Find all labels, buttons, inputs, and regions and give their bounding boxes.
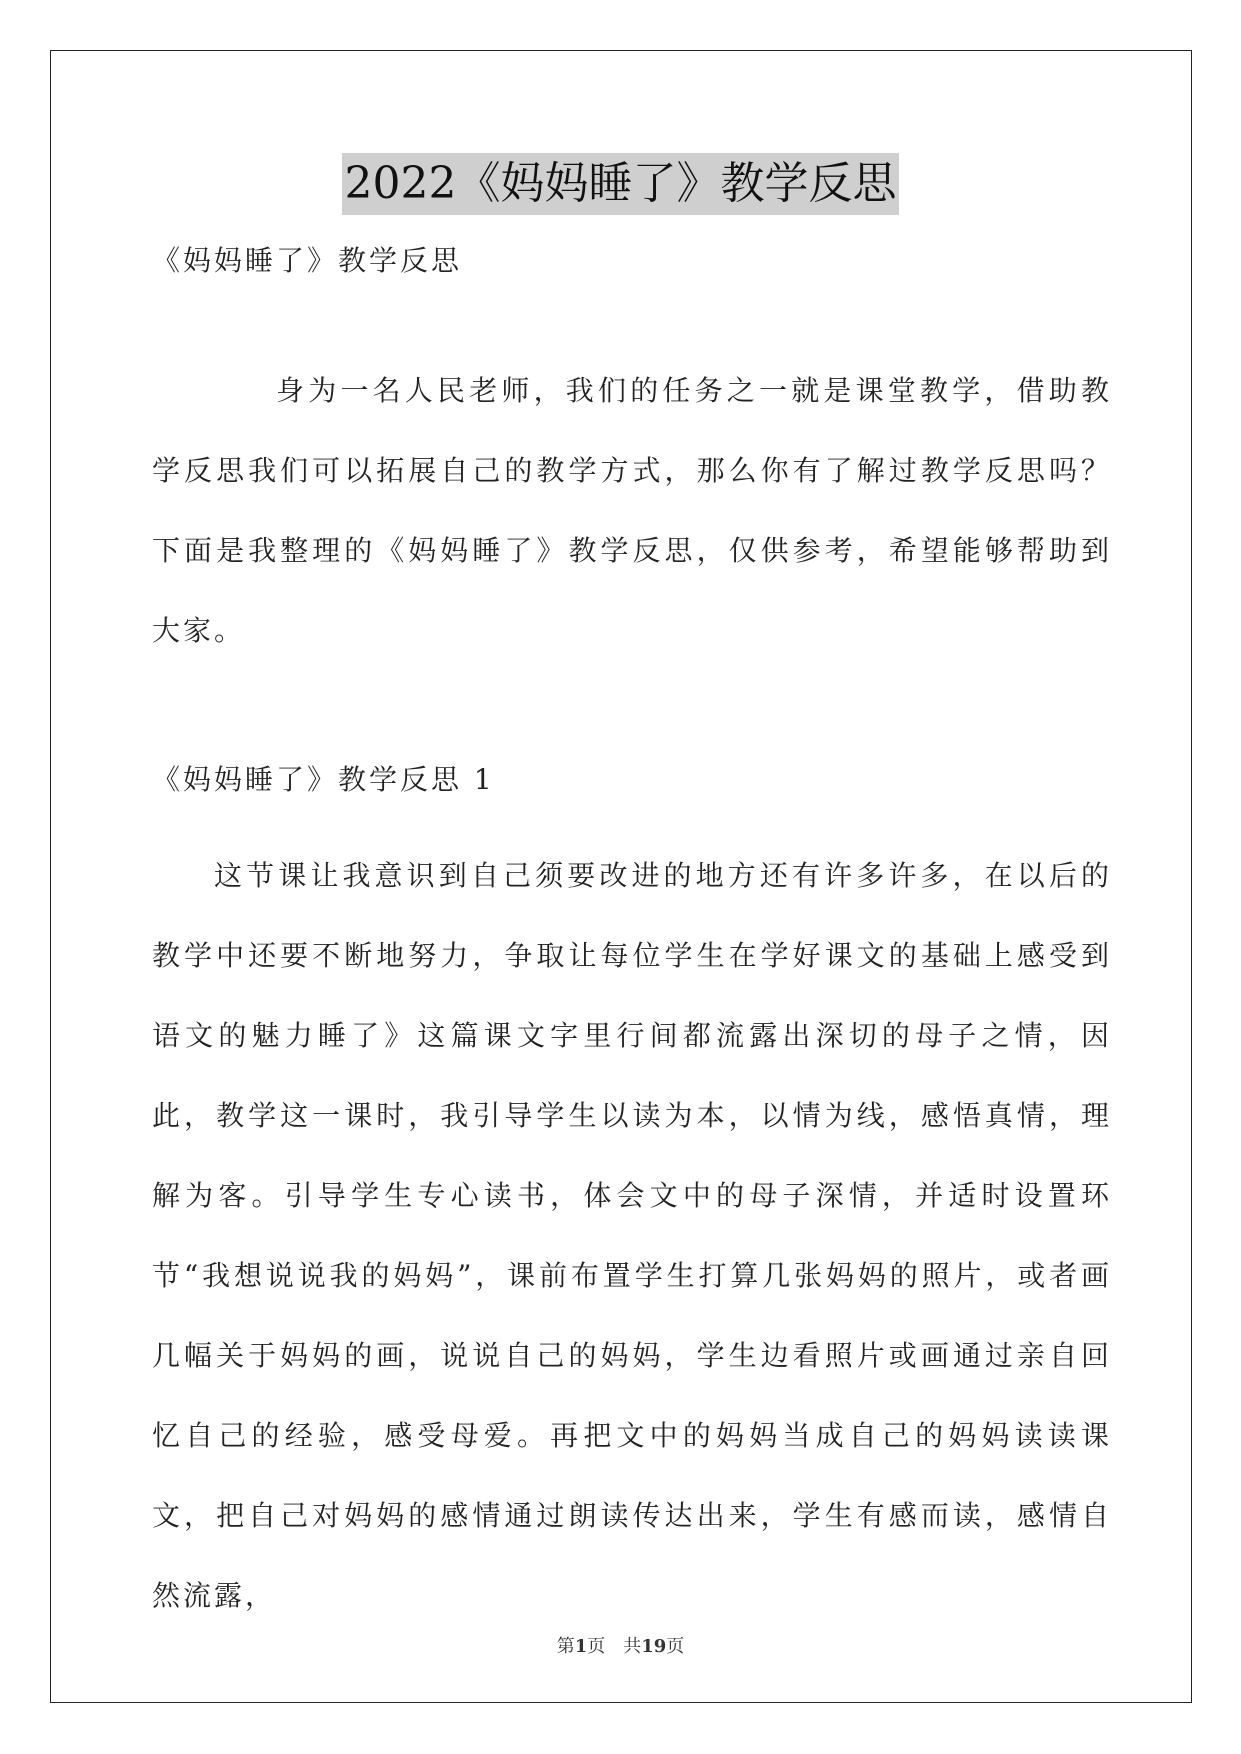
title-container: [0, 153, 1241, 215]
document-subtitle: 《妈妈睡了》教学反思: [152, 244, 463, 277]
footer-page-total: 19: [641, 1636, 667, 1657]
footer-page-prefix: 第: [556, 1636, 575, 1657]
page-footer: [0, 1632, 1241, 1658]
section-heading: 《妈妈睡了》教学反思 1: [152, 763, 495, 796]
section-body-paragraph: 这节课让我意识到自己须要改进的地方还有许多许多，在以后的教学中还要不断地努力，争取让每位学生在学好课文的基础上感受到语文的魅力睡了》这篇课文字里行间都流露出深切的母子之情，因此，教学这一课时，我引导学生以读为本，以情为线，感悟真情，理解为客。引导学生专心读书，体会文中的母子深情，并适时设置环节“我想说说我的妈妈”，课前布置学生打算几张妈妈的照片，或者画几幅关于妈妈的画，说说自己的妈妈，学生边看照片或画通过亲自回忆自己的经验，感受母爱。再把文中的妈妈当成自己的妈妈读读课文，把自己对妈妈的感情通过朗读传达出来，学生有感而读，感情自然流露，: [152, 859, 1112, 1612]
intro-paragraph: 身为一名人民老师，我们的任务之一就是课堂教学，借助教学反思我们可以拓展自己的教学方式，那么你有了解过教学反思吗？下面是我整理的《妈妈睡了》教学反思，仅供参考，希望能够帮助到大家。: [152, 374, 1112, 647]
footer-page-mid: 页 共: [587, 1636, 642, 1657]
footer-page-current: 1: [574, 1636, 588, 1657]
footer-page-suffix: 页: [666, 1636, 685, 1657]
document-title: 2022《妈妈睡了》教学反思: [342, 153, 900, 215]
